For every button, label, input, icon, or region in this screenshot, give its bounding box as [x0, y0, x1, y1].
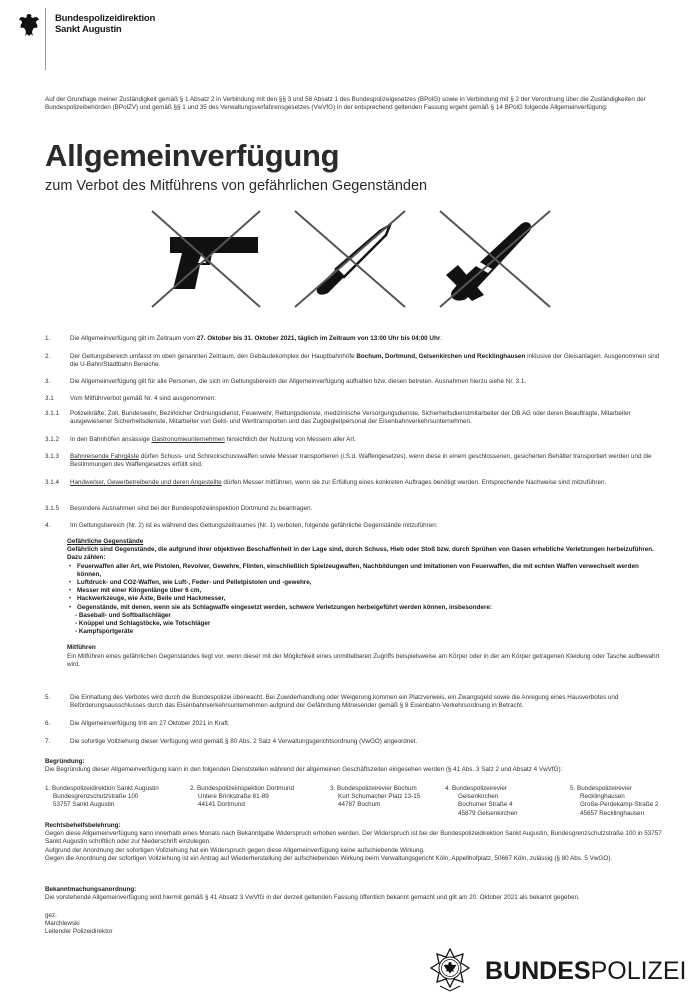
list-item: • Gegenstände, mit denen, wenn sie als Schlagwaffe eingesetzt werden, schwere Verletzungen herbeigeführt werden können, insbesondere:: [77, 604, 663, 612]
list-item: • Feuerwaffen aller Art, wie Pistolen, Revolver, Gewehre, Flinten, einschließlich Spielzeugwaffen, Nachbildungen und Imitationen von Feuerwaffen, die mit echten Waffen verwechselt werden können,: [77, 563, 663, 579]
bat-crossed-icon: [440, 211, 550, 307]
header-divider: [45, 8, 46, 70]
prohibited-items-icons: [140, 209, 560, 311]
list-item: • Luftdruck- und CO2-Waffen, wie Luft-, Feder- und Pelletpistolen und -gewehre,: [77, 579, 663, 587]
list-item: • Hackwerkzeuge, wie Äxte, Beile und Hackmesser,: [77, 595, 663, 603]
rechtsbehelf-section: Rechtsbehelfsbelehrung: Gegen diese Allgemeinverfügung kann innerhalb eines Monats nach Bekanntgabe Widerspruch erhoben werden. Der Widerspruch ist bei der Bundespolizeidirektion Sankt Augustin, Bundesgrenzschutzstraße 100 in 53757 Sankt Augustin schriftlich oder zur Niederschrift einzulegen. Aufgrund der Anordnung der sofortigen Vollziehung hat ein Widerspruch gegen diese Allgemeinverfügung keine aufschiebende Wirkung. Gegen die Anordnung der sofortigen Vollziehung ist ein Antrag auf Wiederherstellung der aufschiebenden Wirkung beim Verwaltungsgericht Köln, Appellhofplatz, 50667 Köln, zulässig (§ 80 Abs. 5 VwGO).: [45, 822, 662, 862]
office-2: 2. Bundespolizeiinspektion Dortmund Untere Brinkstraße 81-89 44141 Dortmund: [190, 785, 294, 809]
knife-crossed-icon: [295, 211, 405, 307]
office-4: 4. Bundespolizeirevier Gelsenkirchen Bochumer Straße 4 45879 Gelsenkirchen: [445, 785, 518, 817]
begruendung-section: Begründung: Die Begründung dieser Allgemeinverfügung kann in den folgenden Dienststellen während der allgemeinen Geschäftszeiten eingesehen werden (§ 41 Abs. 3 Satz 2 und Absatz 4 VwVfG):: [45, 758, 563, 774]
police-star-icon: [430, 948, 470, 992]
page-subtitle: zum Verbot des Mitführens von gefährlichen Gegenständen: [45, 178, 428, 194]
list-item: • Messer mit einer Klingenlänge über 6 cm,: [77, 587, 663, 595]
bundespolizei-logo-text: BUNDESPOLIZEI: [485, 957, 687, 985]
office-1: 1. Bundespolizeidirektion Sankt Augustin Bundesgrenzschutzstraße 100 53757 Sankt Augustin: [45, 785, 159, 809]
page-title: Allgemeinverfügung: [45, 138, 340, 173]
signature-block: gez. Marchlewski Leitender Polizeidirektor: [45, 912, 113, 936]
office-3: 3. Bundespolizeirevier Bochum Kurt Schumacher Platz 13-15 44787 Bochum: [330, 785, 421, 809]
federal-eagle-icon: [18, 12, 40, 38]
intro-paragraph: Auf der Grundlage meiner Zuständigkeit gemäß § 1 Absatz 2 in Verbindung mit den §§ 3 und 58 Absatz 1 des Bundespolizeigesetzes (BPolG) sowie in Verbindung mit § 2 der Verordnung über die Zuständigkeiten der Bundespolizeibehörden (BPolZV) und gemäß §§ 1 und 35 des Verwaltungsverfahrensgesetzes (VwVfG) in der entsprechend geltenden Fassung ergeht gemäß § 14 BPolG folgende Allgemeinverfügung:: [45, 96, 646, 112]
agency-name: Bundespolizeidirektion Sankt Augustin: [55, 13, 156, 35]
office-5: 5. Bundespolizeirevier Recklinghausen Große-Perdekamp-Straße 2 45657 Recklinghausen: [570, 785, 659, 817]
pistol-crossed-icon: [152, 211, 260, 307]
dangerous-items-definition: Gefährliche Gegenstände Gefährlich sind Gegenstände, die aufgrund ihrer objektiven Beschaffenheit in der Lage sind, durch Schuss, Hieb oder Stoß bzw. durch Sprühen von Gasen erhebliche Verletzungen herbeizuführen. Dazu zählen: • Feuerwaffen aller Art, wie Pistolen, Revolver, Gewehre, Flinten, einschließlich Spielzeugwaffen, Nachbildungen und Imitationen von Feuerwaffen, die mit echten Waffen verwechselt werden können, • Luftdruck- und CO2-Waffen, wie Luft-, Feder- und Pelletpistolen und -gewehre, • Messer mit einer Klingenlänge über 6 cm, • Hackwerkzeuge, wie Äxte, Beile und Hackmesser, • Gegenstände, mit denen, wenn sie als Schlagwaffe eingesetzt werden, schwere Verletzungen herbeigeführt werden können, insbesondere: - Baseball- und Softballschläger - Knüppel und Schlagstöcke, wie Totschläger - Kampfsportgeräte Mitführen Ein Mitführen eines gefährlichen Gegenstandes liegt vor, wenn dieser mit der Möglichkeit eines unmittelbaren Zugriffs beispielsweise am Körper oder in der am Körper getragenen Kleidung oder Tasche aufbewahrt wird.: [67, 538, 663, 669]
bekanntmachung-section: Bekanntmachungsanordnung: Die vorstehende Allgemeinverfügung wird hiermit gemäß § 41 Absatz 3 VwVfG in der derzeit geltenden Fassung öffentlich bekannt gemacht und gilt am 20. Oktober 2021 als bekannt gegeben.: [45, 886, 580, 902]
